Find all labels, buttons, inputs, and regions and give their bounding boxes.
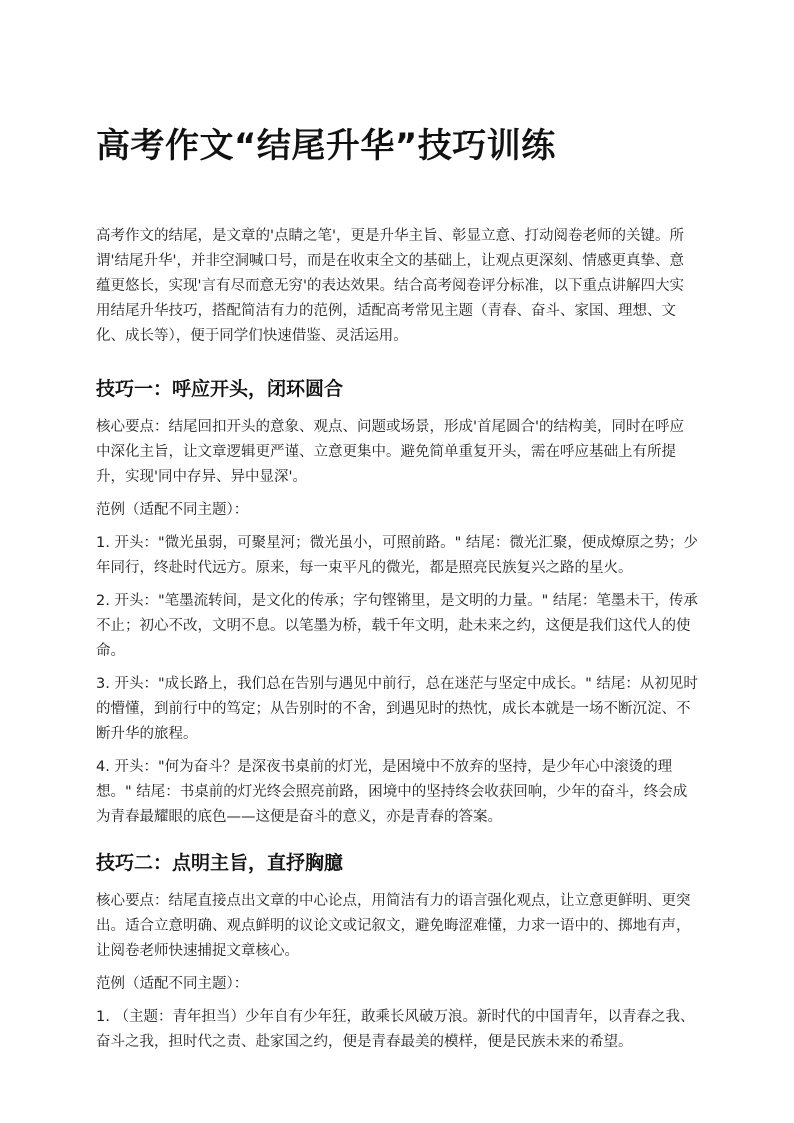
section-technique-two — [96, 849, 698, 1055]
section-technique-one — [96, 375, 698, 830]
example-number: 1. — [96, 1009, 115, 1025]
example-text: 开头："微光虽弱，可聚星河；微光虽小，可照前路。" 结尾：微光汇聚，便成燎原之势；少年同行，终赴时代远方。原来，每一束平凡的微光，都是照亮民族复兴之路的星火。 — [96, 535, 698, 576]
list-item — [96, 1005, 698, 1055]
example-number: 1. — [96, 535, 115, 551]
example-list — [96, 531, 698, 830]
example-number: 4. — [96, 759, 115, 775]
example-text: （主题：青年担当）少年自有少年狂，敢乘长风破万浪。新时代的中国青年，以青春之我、奋斗之我，担时代之责、赴家国之约，便是青春最美的模样，便是民族未来的希望。 — [96, 1009, 695, 1050]
core-point-paragraph: 核心要点：结尾回扣开头的意象、观点、问题或场景，形成'首尾圆合'的结构美，同时在呼应中深化主旨，让文章逻辑更严谨、立意更集中。避免简单重复开头，需在呼应基础上有所提升，实现'同中存异、异中显深'。 — [96, 419, 684, 485]
example-label: 范例（适配不同主题）： — [96, 976, 249, 992]
example-text: 开头："何为奋斗？是深夜书桌前的灯光，是困境中不放弃的坚持，是少年心中滚烫的理想。" 结尾：书桌前的灯光终会照亮前路，困境中的坚持终会收获回响，少年的奋斗，终会成为青春最耀眼的底色——这便是奋斗的意义，亦是青春的答案。 — [96, 759, 688, 825]
document-title: 高考作文“结尾升华”技巧训练 — [96, 126, 556, 166]
section-title: 技巧一：呼应开头，闭环圆合 — [96, 378, 344, 400]
example-text: 开头："成长路上，我们总在告别与遇见中前行，总在迷茫与坚定中成长。" 结尾：从初见时的懵懂，到前行中的笃定；从告别时的不舍，到遇见时的热忱，成长本就是一场不断沉淀、不断升华的旅程。 — [96, 676, 698, 742]
list-item — [96, 755, 698, 830]
example-list — [96, 1005, 698, 1055]
core-point-paragraph: 核心要点：结尾直接点出文章的中心论点，用简洁有力的语言强化观点，让立意更鲜明、更突出。适合立意明确、观点鲜明的议论文或记叙文，避免晦涩难懂，力求一语中的、掷地有声，让阅卷老师快速捕捉文章核心。 — [96, 893, 691, 959]
intro-paragraph: 高考作文的结尾，是文章的'点睛之笔'，更是升华主旨、彰显立意、打动阅卷老师的关键。所谓'结尾升华'，并非空洞喊口号，而是在收束全文的基础上，让观点更深刻、情感更真挚、意蕴更悠长，实现'言有尽而意无穷'的表达效果。结合高考阅卷评分标准，以下重点讲解四大实用结尾升华技巧，搭配简洁有力的范例，适配高考常见主题（青春、奋斗、家国、理想、文化、成长等），便于同学们快速借鉴、灵活运用。 — [96, 228, 684, 344]
example-label: 范例（适配不同主题）： — [96, 502, 249, 518]
list-item — [96, 589, 698, 664]
example-number: 3. — [96, 676, 115, 692]
list-item — [96, 531, 698, 581]
example-number: 2. — [96, 593, 115, 609]
list-item — [96, 672, 698, 747]
section-title: 技巧二：点明主旨，直抒胸臆 — [96, 852, 344, 874]
example-text: 开头："笔墨流转间，是文化的传承；字句铿锵里，是文明的力量。" 结尾：笔墨未干，传承不止；初心不改，文明不息。以笔墨为桥，载千年文明，赴未来之约，这便是我们这代人的使命。 — [96, 593, 698, 659]
